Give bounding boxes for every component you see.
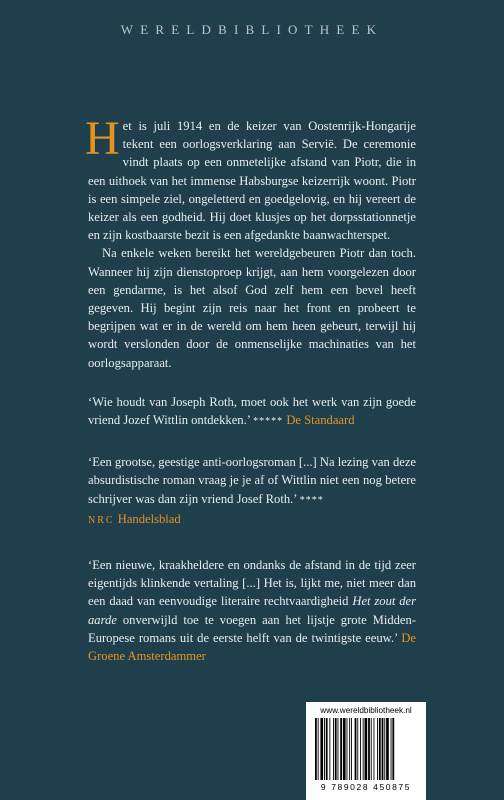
barcode-bar	[333, 718, 334, 780]
review-source: De Groene Amsterdammer	[88, 630, 416, 664]
barcode-bar	[349, 718, 350, 780]
review-quote-text: ‘Een nieuwe, kraakheldere en ondanks de afstand in de tijd zeer eigentijds klinkende vertaling [...] Het is, lijkt me, niet meer dan een daad van eenvoudige literaire rechtvaardigheid	[88, 558, 416, 609]
barcode-bar	[343, 718, 346, 780]
barcode-bar	[335, 718, 337, 780]
blurb-paragraph-1	[85, 112, 416, 244]
publisher-name: WERELDBIBLIOTHEEK	[120, 22, 384, 37]
barcode-bar	[371, 718, 372, 780]
barcode-bar	[340, 718, 342, 780]
review-source: De Standaard	[286, 413, 355, 428]
website-url: www.wereldbibliotheek.nl	[320, 706, 412, 715]
barcode-bar	[391, 718, 392, 780]
barcode-bar	[326, 718, 328, 780]
barcode-bar	[384, 718, 385, 780]
barcode-bar	[379, 718, 381, 780]
barcode-bar	[324, 718, 325, 780]
review-source: Handelsblad	[117, 511, 181, 526]
barcode-bar	[360, 718, 361, 780]
isbn-barcode	[314, 718, 418, 782]
review-quote-3	[88, 556, 416, 665]
barcode-label	[306, 702, 426, 800]
review-quote-2	[88, 453, 416, 530]
barcode-bar	[363, 718, 364, 780]
back-cover-text	[85, 112, 417, 665]
barcode-bar	[377, 718, 378, 780]
barcode-bar	[368, 718, 370, 780]
barcode-bar	[315, 718, 317, 780]
review-quote-text: ‘Wie houdt van Joseph Roth, moet ook het werk van zijn goede vriend Jozef Wittlin ontdekken.’	[88, 394, 416, 428]
barcode-bar	[357, 718, 358, 780]
review-quote-1	[88, 393, 416, 431]
barcode-bar	[365, 718, 368, 780]
book-title: Het zout der aarde	[88, 594, 416, 627]
rating-stars: ****	[299, 494, 324, 506]
barcode-bar	[347, 718, 348, 780]
review-quote-text: ‘Een grootse, geestige anti-oorlogsroman [...] Na lezing van deze absurdistische roman vraag je je af of Wittlin niet een nog betere schrijver was dan zijn vriend Josef Roth.’	[88, 455, 417, 506]
barcode-bar	[329, 718, 330, 780]
barcode-bar	[386, 718, 389, 780]
barcode-bar	[355, 718, 357, 780]
review-quote-text: onverwijld toe te voegen aan het lijstje grote Midden-Europese romans uit de eerste helft van de twintigste eeuw.’	[88, 612, 416, 645]
barcode-bar	[351, 718, 352, 780]
rating-stars: *****	[253, 416, 284, 428]
isbn-number: 9 789028 450875	[320, 782, 412, 792]
barcode-bar	[338, 718, 339, 780]
drop-cap: H	[85, 112, 120, 165]
barcode-bar	[382, 718, 384, 780]
barcode-bar	[320, 718, 323, 780]
barcode-bar	[392, 718, 394, 780]
barcode-bar	[318, 718, 319, 780]
barcode-bar	[374, 718, 375, 780]
review-source-caps: NRC	[88, 514, 115, 526]
blurb-paragraph-1-text: et is juli 1914 en de keizer van Oostenrijk-Hongarije tekent een oorlogsverklaring aan Servië. De ceremonie vindt plaats op een onmetelijke afstand van Piotr, die in een uithoek van het immense Habsburgse keizerrijk woont. Piotr is een simpele ziel, ongeletterd en goedgelovig, en hij vereert de keizer als een godheid. Hij doet klusjes op het dorpsstationnetje en zijn kostbaarste bezit is een afgedankte baanwachterspet.	[88, 119, 416, 243]
blurb-paragraph-2: Na enkele weken bereikt het wereldgebeuren Piotr dan toch. Wanneer hij zijn dienstoproep krijgt, aan hem voorgelezen door een gendarme, is het alsof God zelf hem een bevel heeft gegeven. Hij begint zijn reis naar het front en probeert te begrijpen wat er in de wereld om hem heen gebeurt, terwijl hij wordt verslonden door de onmenselijke machinaties van het oorlogsapparaat.	[88, 246, 416, 370]
